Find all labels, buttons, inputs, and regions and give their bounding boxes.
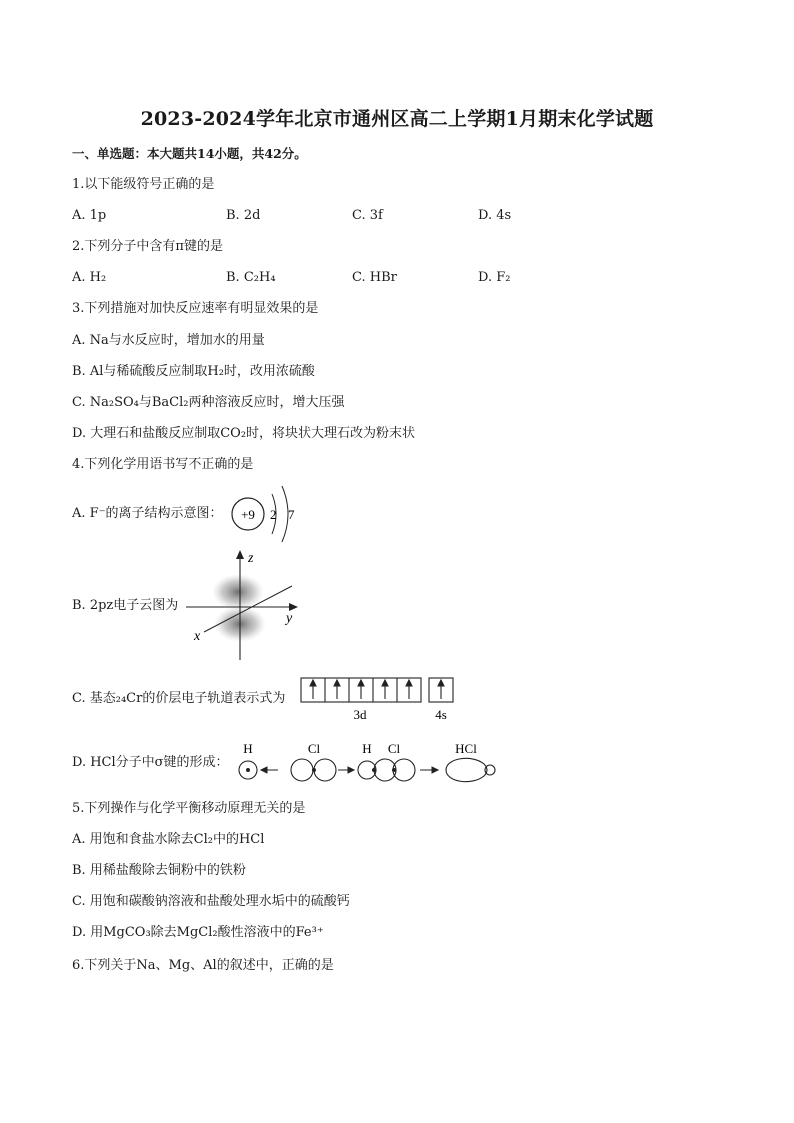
question-4-option-b: B. 2pz电子云图为	[72, 598, 179, 613]
question-1-option-b: B. 2d	[226, 208, 261, 223]
question-4-stem: 4.下列化学用语书写不正确的是	[72, 457, 254, 472]
nucleus-charge: +9	[241, 507, 255, 522]
question-2-option-a: A. H₂	[72, 270, 107, 285]
cr-orbital-diagram	[298, 675, 460, 723]
label-cl-atom: Cl	[307, 741, 321, 756]
question-5-stem: 5.下列操作与化学平衡移动原理无关的是	[72, 801, 306, 816]
fluoride-ion-structure-diagram	[228, 484, 308, 548]
question-2-option-c: C. HBr	[352, 270, 397, 285]
question-2-option-d: D. F₂	[478, 270, 511, 285]
question-4-option-c: C. 基态₂₄Cr的价层电子轨道表示式为	[72, 691, 286, 706]
x-axis-label: x	[194, 629, 201, 644]
label-hcl-molecule: HCl	[455, 741, 477, 756]
label-h-atom: H	[243, 741, 253, 756]
page-title: 2023-2024学年北京市通州区高二上学期1月期末化学试题	[140, 108, 654, 130]
question-3-option-b: B. Al与稀硫酸反应制取H₂时，改用浓硫酸	[72, 364, 315, 379]
shell-2-electrons: 7	[288, 507, 295, 522]
z-axis-label: z	[248, 551, 254, 566]
label-4s: 4s	[435, 707, 447, 722]
label-h-overlap: H	[362, 741, 372, 756]
question-3-option-d: D. 大理石和盐酸反应制取CO₂时，将块状大理石改为粉末状	[72, 426, 416, 441]
hcl-sigma-bond-diagram	[234, 740, 500, 786]
question-6-stem: 6.下列关于Na、Mg、Al的叙述中，正确的是	[72, 958, 334, 973]
question-3-stem: 3.下列措施对加快反应速率有明显效果的是	[72, 301, 319, 316]
2pz-electron-cloud-diagram	[182, 548, 308, 664]
question-1-option-d: D. 4s	[478, 208, 512, 223]
question-3-option-c: C. Na₂SO₄与BaCl₂两种溶液反应时，增大压强	[72, 395, 345, 410]
section-heading: 一、单选题：本大题共14小题，共42分。	[72, 146, 307, 161]
label-3d: 3d	[353, 707, 367, 722]
question-3-option-a: A. Na与水反应时，增加水的用量	[72, 333, 265, 348]
question-4-option-a: A. F⁻的离子结构示意图：	[72, 506, 223, 521]
question-1-option-c: C. 3f	[352, 208, 383, 223]
question-1-option-a: A. 1p	[72, 208, 107, 223]
question-5-option-a: A. 用饱和食盐水除去Cl₂中的HCl	[72, 832, 265, 847]
question-4-option-d: D. HCl分子中σ键的形成：	[72, 755, 229, 770]
question-2-option-b: B. C₂H₄	[226, 270, 276, 285]
y-axis-label: y	[286, 611, 293, 626]
question-5-option-c: C. 用饱和碳酸钠溶液和盐酸处理水垢中的硫酸钙	[72, 894, 350, 909]
question-5-option-b: B. 用稀盐酸除去铜粉中的铁粉	[72, 863, 246, 878]
question-5-option-d: D. 用MgCO₃除去MgCl₂酸性溶液中的Fe³⁺	[72, 925, 324, 940]
shell-1-electrons: 2	[270, 507, 277, 522]
question-2-stem: 2.下列分子中含有π键的是	[72, 239, 223, 254]
question-1-stem: 1.以下能级符号正确的是	[72, 177, 215, 192]
label-cl-overlap: Cl	[387, 741, 401, 756]
